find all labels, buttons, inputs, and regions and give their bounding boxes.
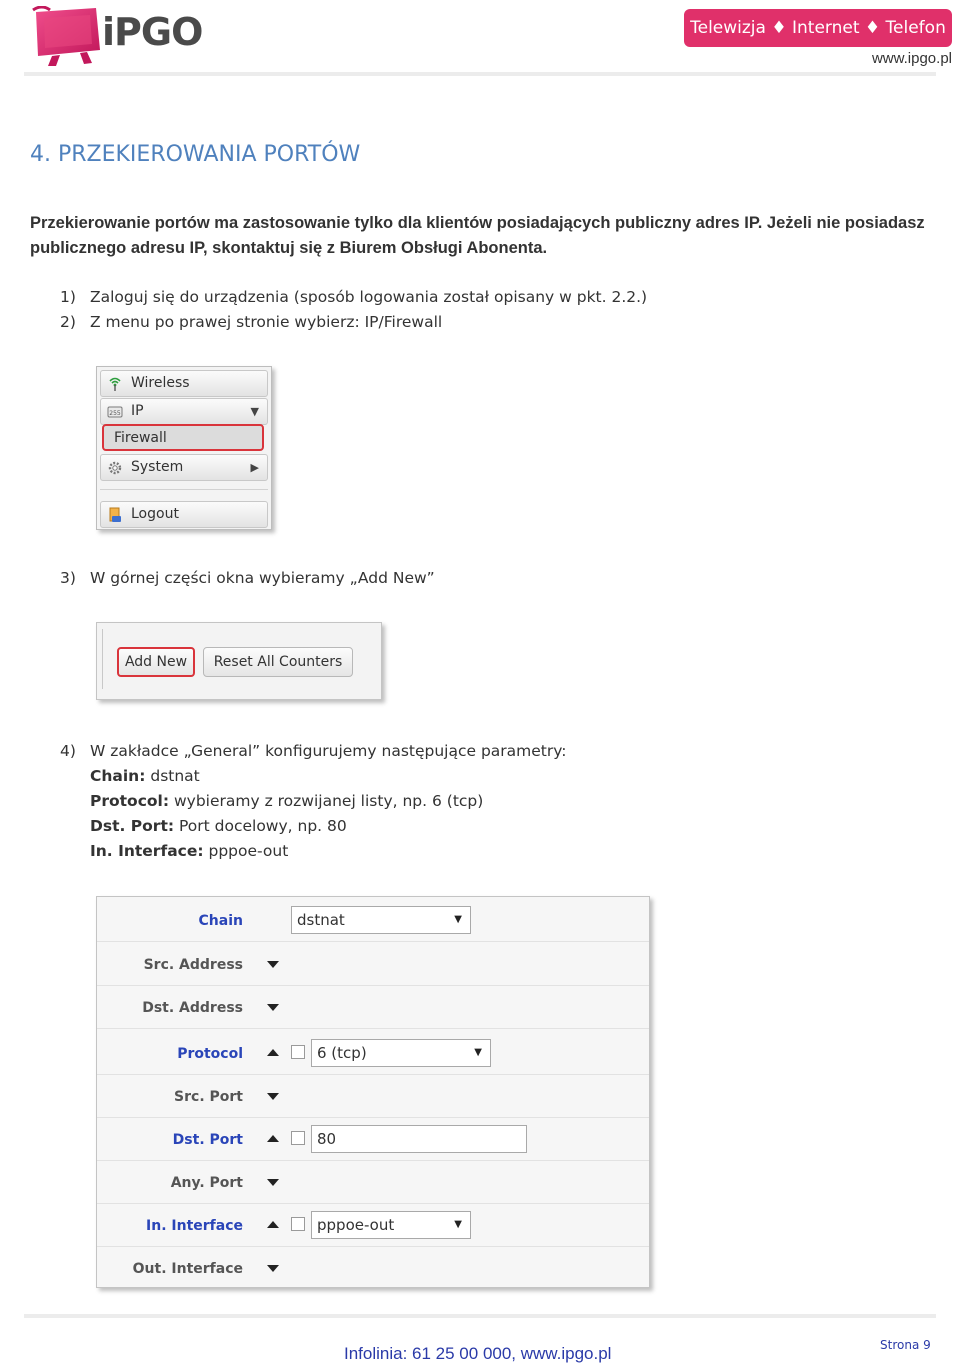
menu-item-label: Firewall <box>114 430 167 446</box>
param-in-interface <box>90 842 288 860</box>
router-menu-screenshot <box>96 366 272 530</box>
form-row-protocol <box>97 1032 649 1075</box>
expand-arrow-icon[interactable] <box>267 1004 279 1011</box>
add-new-button[interactable]: Add New <box>117 647 195 677</box>
param-key: Chain: <box>90 767 146 785</box>
any-port-label: Any. Port <box>170 1175 243 1191</box>
out-interface-label: Out. Interface <box>132 1261 243 1277</box>
dropdown-caret-icon: ▼ <box>474 1047 482 1058</box>
src-port-label: Src. Port <box>174 1089 243 1105</box>
intro-line-2: publicznego adresu IP, skontaktuj się z Biurem Obsługi Abonenta. <box>30 239 548 257</box>
step-1 <box>60 288 647 306</box>
toolbar-edge <box>102 629 103 689</box>
param-value: Port docelowy, np. 80 <box>174 817 347 835</box>
section-title: 4. PRZEKIEROWANIA PORTÓW <box>30 142 361 167</box>
in-interface-negate-checkbox[interactable] <box>291 1217 305 1231</box>
dst-port-input[interactable] <box>311 1125 527 1153</box>
footer-infoline: Infolinia: 61 25 00 000, www.ipgo.pl <box>344 1344 612 1363</box>
wireless-icon <box>107 376 123 392</box>
dropdown-caret-icon: ▼ <box>454 1219 462 1230</box>
expand-arrow-icon[interactable] <box>267 1093 279 1100</box>
param-key: Dst. Port: <box>90 817 175 835</box>
expand-arrow-icon[interactable] <box>267 961 279 968</box>
menu-item-label: IP <box>131 403 144 419</box>
form-row-chain <box>97 899 649 942</box>
menu-item-system[interactable] <box>100 454 268 481</box>
menu-item-label: Wireless <box>131 375 190 391</box>
dst-port-label: Dst. Port <box>172 1132 243 1148</box>
ipgo-logo <box>30 6 210 68</box>
menu-item-firewall[interactable] <box>102 424 264 451</box>
param-dst-port <box>90 817 347 835</box>
logo-text: iPGO <box>102 10 203 54</box>
step-2 <box>60 313 442 331</box>
protocol-label: Protocol <box>177 1046 243 1062</box>
form-row-src-port <box>97 1075 649 1118</box>
step-text: Z menu po prawej stronie wybierz: IP/Firewall <box>90 313 443 331</box>
chevron-down-icon: ▼ <box>250 405 259 418</box>
step-number: 3) <box>60 569 76 587</box>
param-protocol <box>90 792 483 810</box>
param-chain <box>90 767 200 785</box>
toolbar-screenshot <box>96 622 382 700</box>
header-divider <box>24 72 936 76</box>
protocol-value: 6 (tcp) <box>317 1044 367 1062</box>
param-key: In. Interface: <box>90 842 204 860</box>
step-text: W górnej części okna wybieramy „Add New” <box>90 569 435 587</box>
in-interface-select[interactable] <box>311 1211 471 1239</box>
page-number: Strona 9 <box>880 1338 931 1352</box>
protocol-negate-checkbox[interactable] <box>291 1045 305 1059</box>
menu-item-logout[interactable] <box>100 501 268 528</box>
dropdown-caret-icon: ▼ <box>454 914 462 925</box>
protocol-select[interactable] <box>311 1039 491 1067</box>
param-key: Protocol: <box>90 792 170 810</box>
expand-arrow-icon[interactable] <box>267 1265 279 1272</box>
form-row-any-port <box>97 1161 649 1204</box>
website-link[interactable]: www.ipgo.pl <box>871 50 952 67</box>
menu-divider <box>100 489 268 490</box>
logout-icon <box>107 507 123 523</box>
intro-paragraph <box>30 211 930 261</box>
step-number: 4) <box>60 742 76 760</box>
footer-divider <box>24 1314 936 1318</box>
menu-item-label: System <box>131 459 184 475</box>
step-number: 1) <box>60 288 76 306</box>
form-row-src-address <box>97 943 649 986</box>
src-address-label: Src. Address <box>143 957 243 973</box>
tv-logo-icon <box>30 6 102 68</box>
chain-value: dstnat <box>297 911 345 929</box>
chain-label: Chain <box>198 913 243 929</box>
reset-all-counters-button[interactable]: Reset All Counters <box>203 647 353 677</box>
in-interface-label: In. Interface <box>146 1218 243 1234</box>
svg-text:255: 255 <box>109 410 121 417</box>
step-text: Zaloguj się do urządzenia (sposób logowania został opisany w pkt. 2.2.) <box>90 288 648 306</box>
menu-item-ip[interactable] <box>100 398 268 425</box>
form-row-dst-address <box>97 986 649 1029</box>
form-row-out-interface <box>97 1247 649 1290</box>
firewall-form-screenshot <box>96 896 650 1288</box>
collapse-arrow-icon[interactable] <box>267 1135 279 1142</box>
gear-icon <box>107 460 123 476</box>
dst-port-negate-checkbox[interactable] <box>291 1131 305 1145</box>
param-value: wybieramy z rozwijanej listy, np. 6 (tcp) <box>169 792 484 810</box>
step-text: W zakładce „General” konfigurujemy następujące parametry: <box>90 742 567 760</box>
form-row-in-interface <box>97 1204 649 1247</box>
collapse-arrow-icon[interactable] <box>267 1221 279 1228</box>
dst-port-value: 80 <box>317 1130 337 1148</box>
step-4 <box>60 742 567 760</box>
step-number: 2) <box>60 313 76 331</box>
menu-item-wireless[interactable] <box>100 370 268 397</box>
dst-address-label: Dst. Address <box>142 1000 243 1016</box>
chain-select[interactable] <box>291 906 471 934</box>
collapse-arrow-icon[interactable] <box>267 1049 279 1056</box>
form-row-dst-port <box>97 1118 649 1161</box>
expand-arrow-icon[interactable] <box>267 1179 279 1186</box>
chevron-right-icon: ▶ <box>250 461 259 474</box>
slogan-banner: Telewizja ♦ Internet ♦ Telefon <box>684 9 952 47</box>
intro-line-1: Przekierowanie portów ma zastosowanie tylko dla klientów posiadających publiczny adres IP. Jeżeli nie posiadasz <box>30 214 925 232</box>
ip-icon <box>107 404 123 420</box>
step-3 <box>60 569 435 587</box>
param-value: pppoe-out <box>203 842 289 860</box>
in-interface-value: pppoe-out <box>317 1216 395 1234</box>
menu-item-label: Logout <box>131 506 179 522</box>
param-value: dstnat <box>145 767 200 785</box>
